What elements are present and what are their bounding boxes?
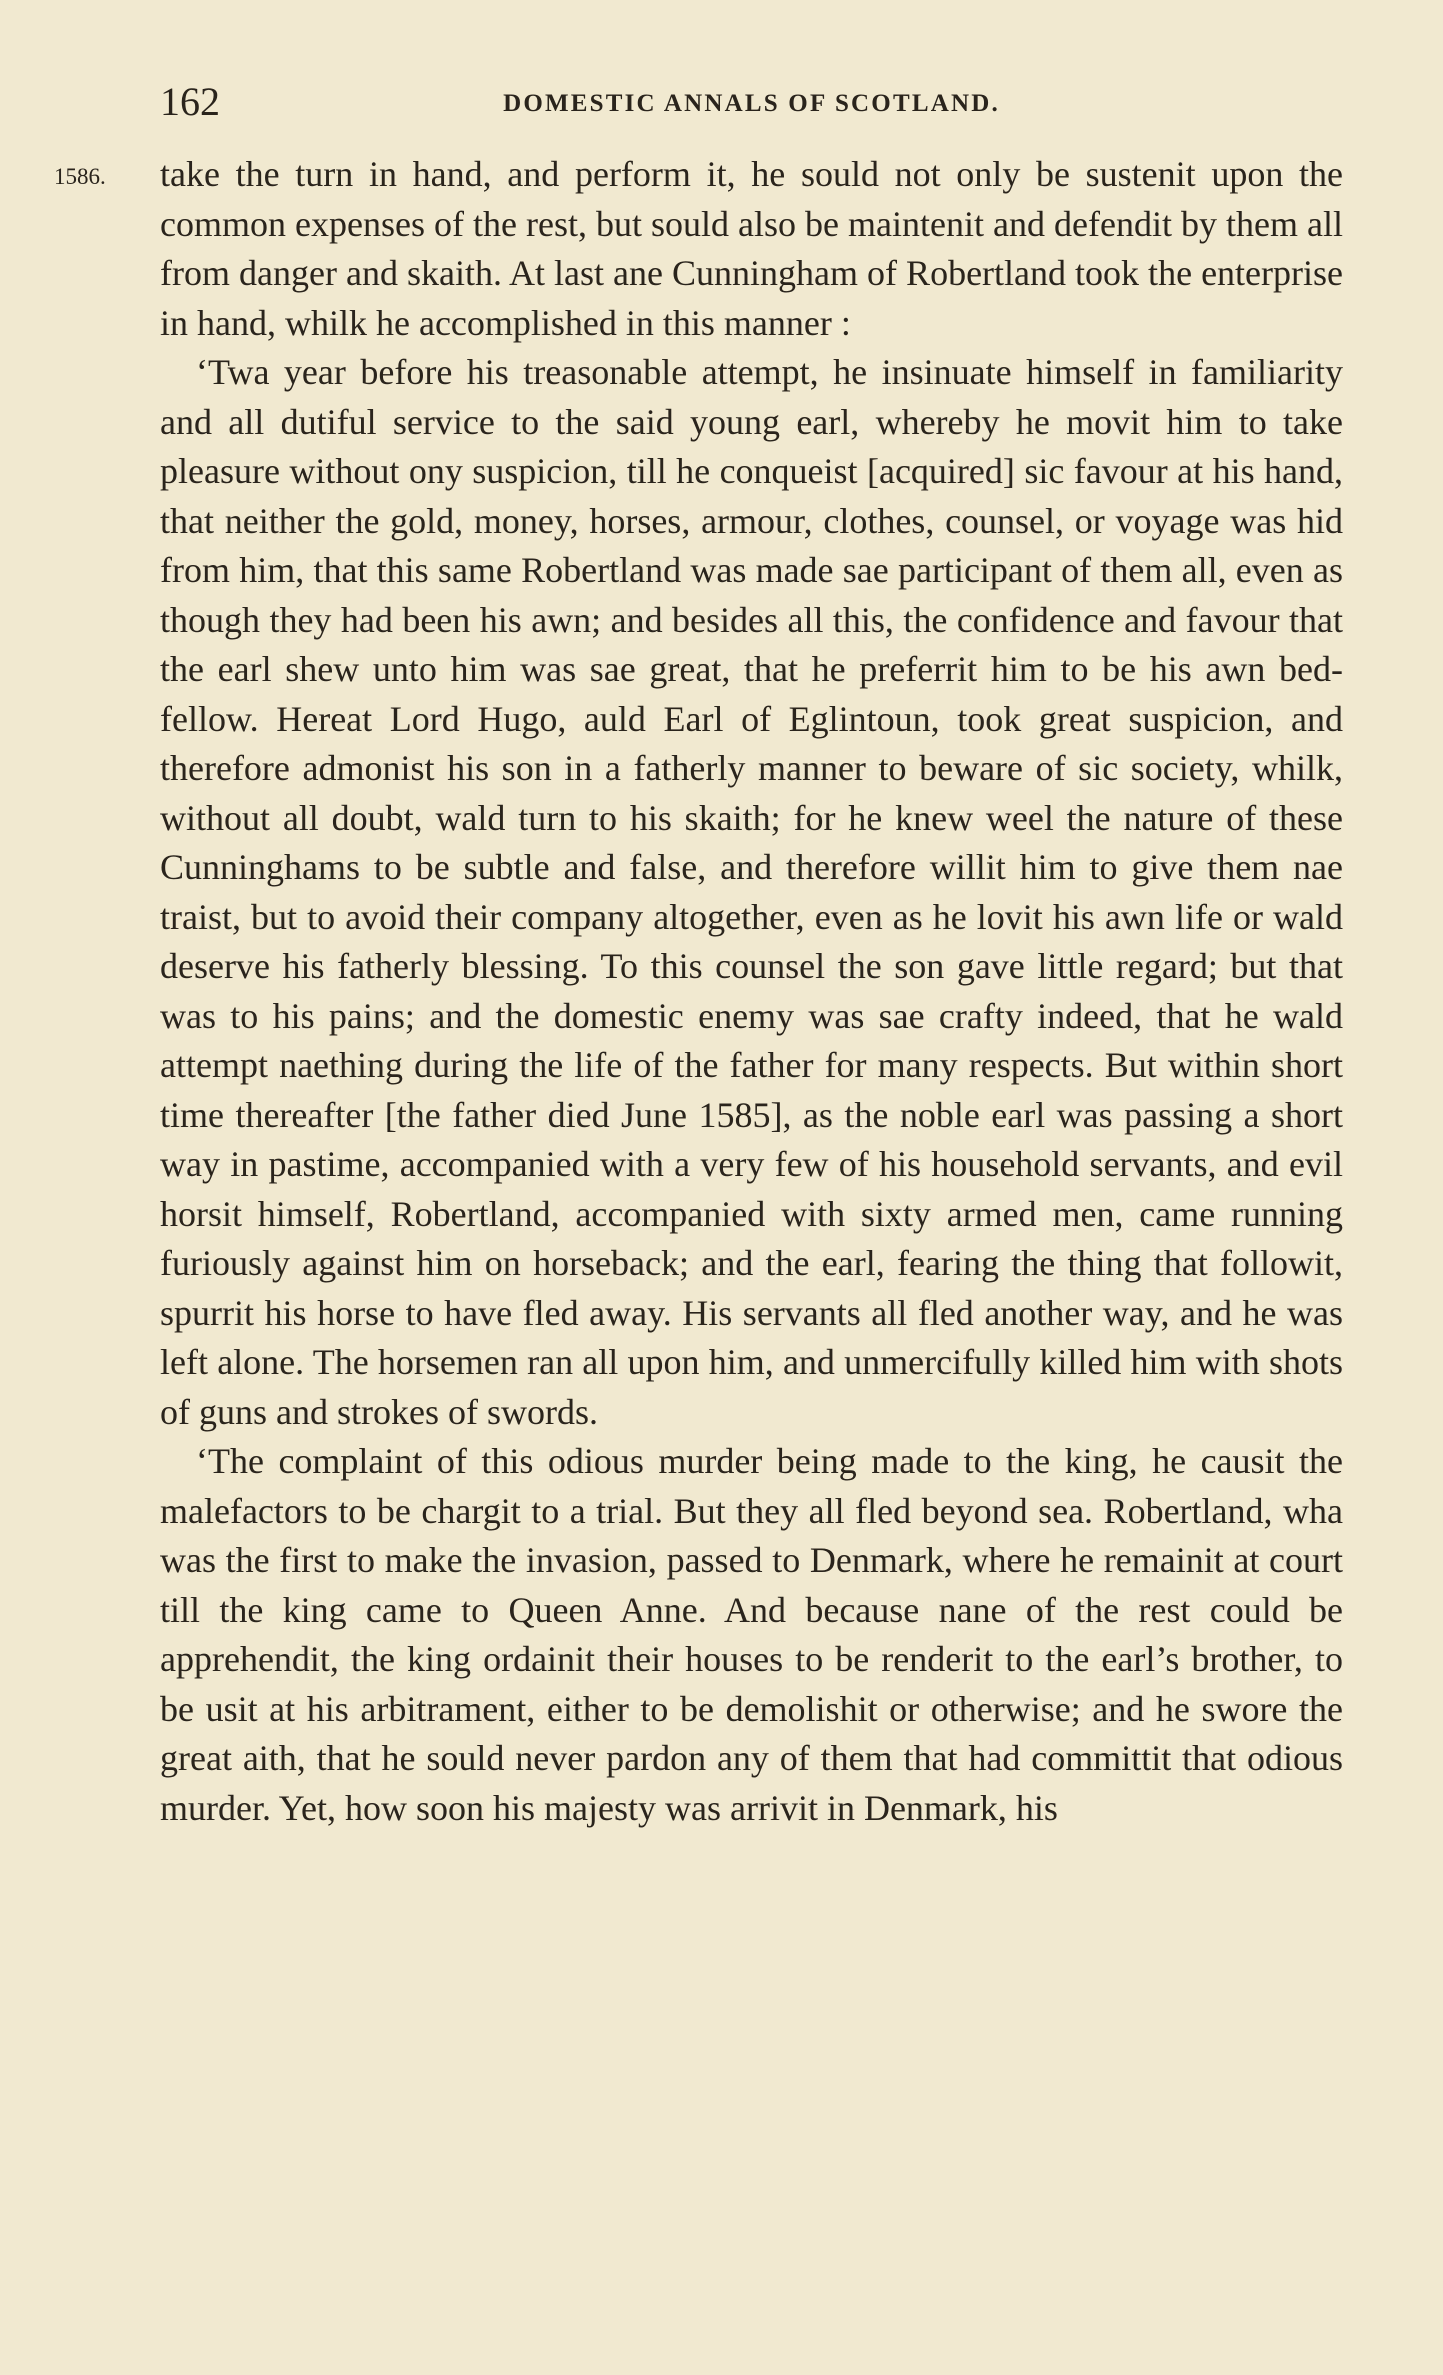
page-header	[160, 78, 1343, 126]
page-number: 162	[160, 79, 220, 124]
paragraph-2: ‘Twa year before his treasonable attempt, he insinuate himself in familiarity and all dutiful service to the said young earl, whereby he movit him to take pleasure without ony suspicion, till he conqueist [acquired] sic favour at his hand, that neither the gold, money, horses, armour, clothes, counsel, or voyage was hid from him, that this same Robertland was made sae participant of them all, even as though they had been his awn; and besides all this, the confidence and favour that the earl shew unto him was sae great, that he preferrit him to be his awn bed-fellow. Hereat Lord Hugo, auld Earl of Eglintoun, took great suspicion, and therefore admonist his son in a fatherly manner to beware of sic society, whilk, without all doubt, wald turn to his skaith; for he knew weel the nature of these Cunninghams to be subtle and false, and therefore willit him to give them nae traist, but to avoid their company altogether, even as he lovit his awn life or wald deserve his fatherly blessing. To this counsel the son gave little regard; but that was to his pains; and the domestic enemy was sae crafty indeed, that he wald attempt naething during the life of the father for many respects. But within short time thereafter [the father died June 1585], as the noble earl was passing a short way in pastime, accompanied with a very few of his household servants, and evil horsit himself, Robertland, accompanied with sixty armed men, came running furiously against him on horseback; and the earl, fearing the thing that followit, spurrit his horse to have fled away. His servants all fled another way, and he was left alone. The horsemen ran all upon him, and unmercifully killed him with shots of guns and strokes of swords.	[160, 352, 1343, 1432]
paragraph-1: take the turn in hand, and perform it, he sould not only be sustenit upon the common expenses of the rest, but sould also be maintenit and defendit by them all from danger and skaith. At last ane Cunningham of Robertland took the enterprise in hand, whilk he accomplished in this manner :	[160, 154, 1343, 343]
margin-year-note: 1586.	[54, 164, 106, 189]
paragraph-3: ‘The complaint of this odious murder being made to the king, he causit the malefactors to be chargit to a trial. But they all fled beyond sea. Robertland, wha was the first to make the invasion, passed to Denmark, where he remainit at court till the king came to Queen Anne. And because nane of the rest could be apprehendit, the king ordainit their houses to be renderit to the earl’s brother, to be usit at his arbitrament, either to be demolishit or otherwise; and he swore the great aith, that he sould never pardon any of them that had committit that odious murder. Yet, how soon his majesty was arrivit in Denmark, his	[160, 1441, 1343, 1828]
text-body	[160, 150, 1343, 1833]
running-head: DOMESTIC ANNALS OF SCOTLAND.	[503, 90, 1000, 117]
